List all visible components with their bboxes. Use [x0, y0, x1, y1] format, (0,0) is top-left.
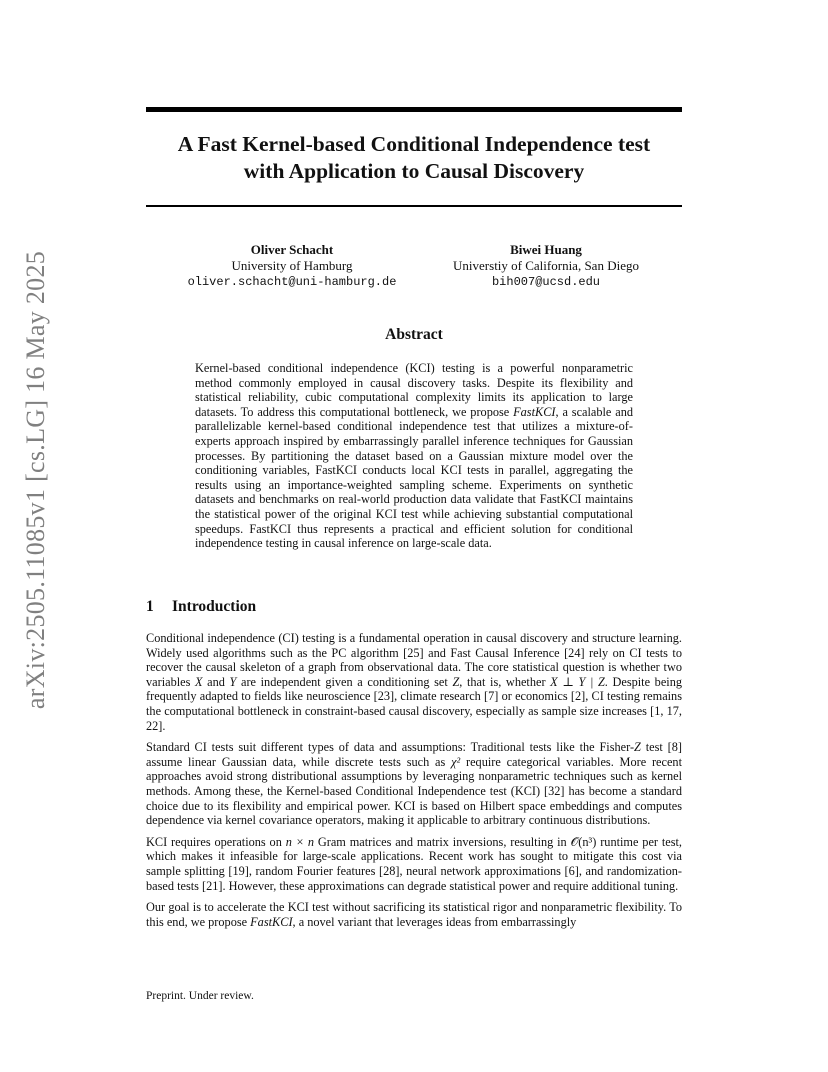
math-symbol: Y — [229, 674, 237, 689]
author-affiliation: University of Hamburg — [231, 258, 353, 273]
text-run: Our goal is to accelerate the KCI test without sacrificing its statistical rigor and nonparametric flexibility. To this end, we propose — [146, 900, 682, 929]
method-name: FastKCI — [513, 404, 556, 419]
text-run: require categorical variables. More recent approaches avoid strong distributional assumptions by leveraging nonparametric techniques such as kernel methods. Among these, the Kernel-based Conditional Independence test (KCI) [32] has become a standard choice due to its flexibility and empirical power. KCI is based on Hilbert space embeddings and computes dependence via kernel covariance operators, making it applicable to arbitrary continuous distributions. — [146, 754, 683, 828]
text-run: , a novel variant that leverages ideas from embarrassingly — [292, 914, 577, 929]
author-block-2 — [432, 242, 660, 290]
arxiv-identifier-text[interactable]: arXiv:2505.11085v1 [cs.LG] 16 May 2025 — [21, 250, 50, 710]
math-symbol: X — [195, 674, 203, 689]
section-title: Introduction — [172, 598, 257, 615]
math-symbol: χ² — [451, 754, 461, 769]
author-name: Biwei Huang — [510, 242, 582, 257]
section-heading-introduction — [146, 598, 682, 616]
text-run: Conditional independence (CI) testing is a fundamental operation in causal discovery and structure learning. Widely used algorithms such as the PC algorithm [25] and Fast Causal Inference [24] rely on CI tests to recover the causal skeleton of a graph from observational data. The core statistical question is whether two variables — [146, 631, 682, 689]
math-symbol: Z — [452, 674, 460, 689]
math-expression: 𝒪(n³) — [570, 834, 597, 849]
text-run: Gram matrices and matrix inversions, resulting in — [314, 834, 571, 849]
abstract-heading: Abstract — [385, 326, 443, 343]
abstract-text-part: , a scalable and parallelizable kernel-based conditional independence test that utilizes a mixture-of-experts approach inspired by embarrassingly parallel inference techniques for Gaussian processes. By partitioning the dataset based on a Gaussian mixture model over the conditioning variables, FastKCI conducts local KCI tests in parallel, aggregating the results using an importance-weighted sampling scheme. Experiments on synthetic datasets and benchmarks on real-world production data validate that FastKCI maintains the statistical power of the original KCI test while achieving substantial computational speedups. FastKCI thus represents a practical and efficient solution for conditional independence testing in causal inference on large-scale data. — [195, 404, 634, 551]
paragraph — [146, 900, 682, 929]
math-expression: X ⊥ Y | Z — [550, 674, 605, 689]
title-bottom-rule — [146, 205, 682, 207]
math-symbol: Z — [634, 740, 641, 755]
text-run: are independent given a conditioning set — [236, 674, 453, 689]
author-email[interactable]: bih007@ucsd.edu — [491, 275, 601, 289]
author-email[interactable]: oliver.schacht@uni-hamburg.de — [187, 275, 397, 289]
footer-note: Preprint. Under review. — [146, 990, 254, 1002]
title-line-1: A Fast Kernel-based Conditional Independence test — [177, 132, 651, 156]
method-name: FastKCI — [250, 914, 293, 929]
author-affiliation: Universtiy of California, San Diego — [453, 258, 639, 273]
introduction-body — [146, 631, 682, 936]
text-run: KCI requires operations on — [146, 834, 286, 849]
paragraph — [146, 740, 682, 828]
text-run: Standard CI tests suit different types of data and assumptions: Traditional tests like the Fisher- — [146, 740, 635, 755]
text-run: , that is, whether — [459, 674, 551, 689]
paper-title — [146, 131, 682, 185]
text-run: runtime per test, which makes it infeasible for large-scale applications. Recent work has sought to mitigate this cost via sample splitting [19], random Fourier features [28], neural network approximations [6], and randomization-based tests [21]. However, these approximations can degrade statistical power and require additional tuning. — [146, 834, 682, 893]
text-run: and — [202, 674, 230, 689]
title-line-2: with Application to Causal Discovery — [243, 159, 585, 183]
paragraph — [146, 631, 682, 733]
paragraph — [146, 835, 682, 893]
text-run: test [8] assume linear Gaussian data, while discrete tests such as — [146, 740, 682, 769]
math-expression: n × n — [285, 834, 315, 849]
abstract-text-part: Kernel-based conditional independence (KCI) testing is a powerful nonparametric method commonly employed in causal discovery tasks. Despite its flexibility and statistical reliability, cubic computational complexity limits its application to large datasets. To address this computational bottleneck, we propose — [195, 361, 633, 419]
author-name: Oliver Schacht — [250, 242, 334, 257]
section-number: 1 — [146, 598, 154, 615]
abstract-text — [195, 361, 633, 551]
text-run: . Despite being frequently adapted to fields like neuroscience [23], climate research [7] or economics [2], CI testing remains the computational bottleneck in constraint-based causal discovery, especially as sample size increases [1, 17, 22]. — [146, 674, 682, 733]
title-top-rule — [146, 107, 682, 112]
author-block-1 — [180, 242, 404, 290]
